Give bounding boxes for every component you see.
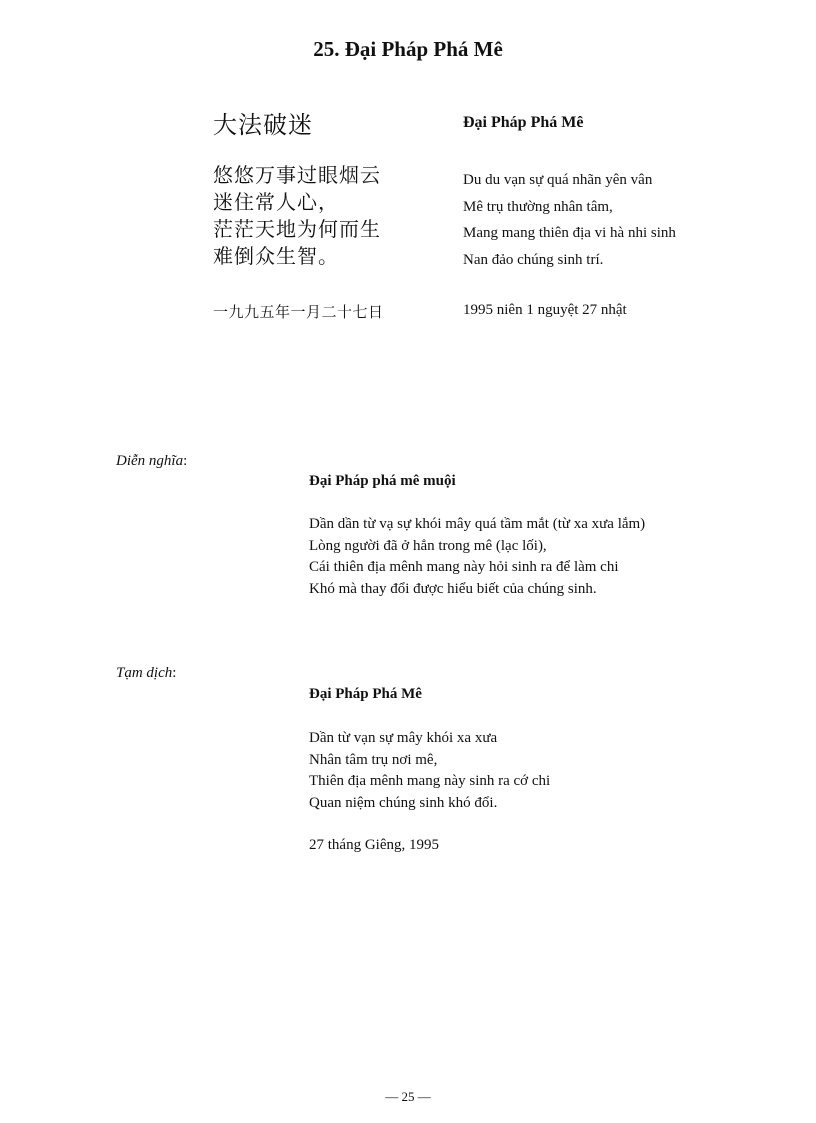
chinese-poem-date: 一九九五年一月二十七日	[213, 305, 384, 321]
dien-nghia-label	[116, 453, 187, 470]
chinese-poem-line: 悠悠万事过眼烟云	[213, 165, 381, 187]
page-number: — 25 —	[385, 1089, 431, 1104]
dien-nghia-label-text: Diễn nghĩa	[116, 453, 184, 469]
dien-nghia-title: Đại Pháp phá mê muội	[309, 473, 456, 489]
chinese-poem-lines	[213, 163, 381, 271]
dien-nghia-lines	[309, 514, 645, 600]
tam-dich-date: 27 tháng Giêng, 1995	[309, 837, 439, 853]
chinese-poem-line: 茫茫天地为何而生	[213, 219, 381, 241]
viet-poem-date: 1995 niên 1 nguyệt 27 nhật	[463, 302, 627, 318]
dien-nghia-line: Lòng người đã ở hẳn trong mê (lạc lối),	[309, 537, 547, 554]
tam-dich-lines	[309, 728, 550, 814]
viet-poem-line: Nan đảo chúng sinh trí.	[463, 251, 604, 268]
tam-dich-line: Nhân tâm trụ nơi mê,	[309, 751, 438, 768]
tam-dich-title: Đại Pháp Phá Mê	[309, 686, 422, 702]
viet-poem-line: Mê trụ thường nhân tâm,	[463, 198, 613, 215]
dien-nghia-line: Khó mà thay đổi được hiểu biết của chúng sinh.	[309, 580, 597, 597]
viet-poem-title: Đại Pháp Phá Mê	[463, 114, 584, 131]
tam-dich-line: Thiên địa mênh mang này sinh ra cớ chi	[309, 773, 551, 789]
tam-dich-label-colon: :	[172, 665, 177, 681]
viet-poem-lines	[463, 167, 676, 273]
dien-nghia-line: Dần dần từ vạ sự khói mây quá tầm mắt (từ xa xưa lắm)	[309, 516, 646, 532]
page-title: 25. Đại Pháp Phá Mê	[313, 37, 503, 61]
viet-poem-line: Mang mang thiên địa vi hà nhi sinh	[463, 225, 676, 241]
tam-dich-label	[116, 665, 176, 682]
dien-nghia-line: Cái thiên địa mênh mang này hỏi sinh ra để làm chi	[309, 559, 619, 575]
chinese-poem-line: 迷住常人心，	[213, 192, 339, 214]
tam-dich-line: Dần từ vạn sự mây khói xa xưa	[309, 730, 498, 746]
chinese-poem-line: 难倒众生智。	[213, 246, 339, 268]
viet-poem-line: Du du vạn sự quá nhãn yên vân	[463, 172, 653, 188]
tam-dich-line: Quan niệm chúng sinh khó đổi.	[309, 794, 498, 811]
tam-dich-label-text: Tạm dịch	[116, 665, 173, 681]
dien-nghia-label-colon: :	[183, 453, 188, 469]
chinese-poem-title: 大法破迷	[213, 113, 313, 139]
